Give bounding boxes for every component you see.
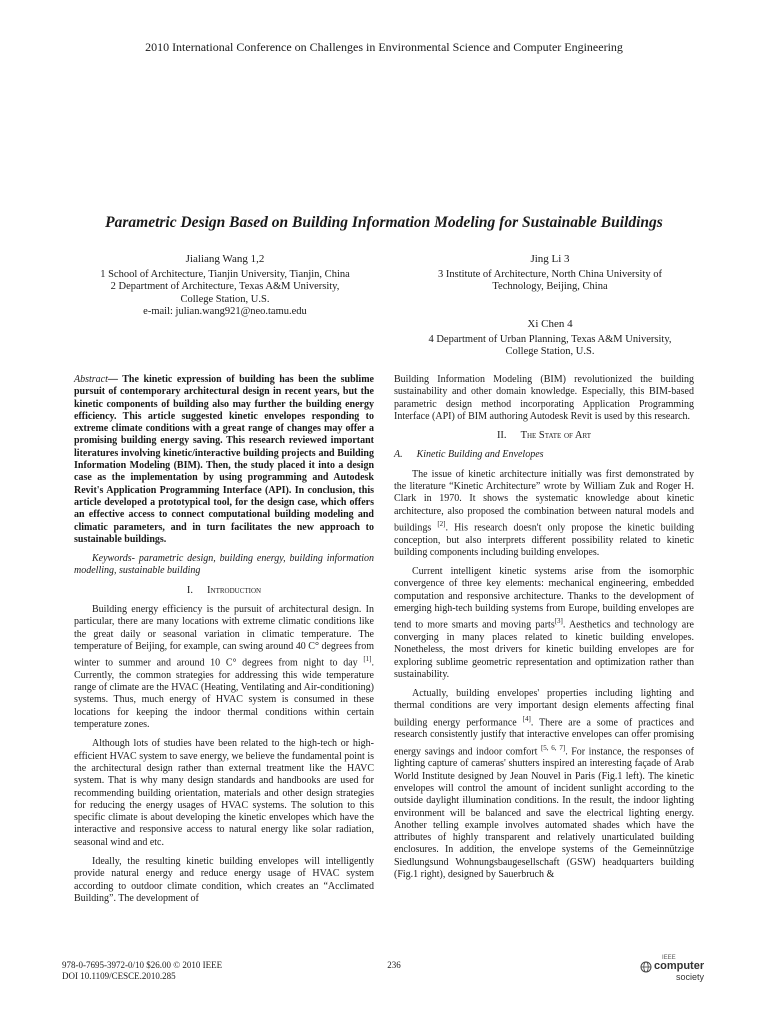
left-column — [74, 374, 374, 912]
author-block-3 — [395, 318, 705, 359]
body-paragraph — [394, 566, 694, 681]
affiliation-line: 2 Department of Architecture, Texas A&M University, — [110, 281, 340, 292]
affiliation-line: College Station, U.S. — [180, 293, 270, 305]
isbn-line: 978-0-7695-3972-0/10 $26.00 © 2010 IEEE — [62, 960, 223, 970]
section-number: I. — [186, 584, 194, 596]
body-paragraph — [74, 604, 374, 731]
citation: [1] — [363, 655, 372, 664]
abstract — [74, 374, 374, 546]
author-name: Xi Chen 4 — [527, 318, 573, 330]
keywords: Keywords- parametric design, building energy, building information modelling, sustainable building — [74, 553, 374, 577]
text-run: The issue of kinetic architecture initially was first demonstrated by the literature “Kinetic Architecture” wrote by William Zuk and Roger H. Clark in 1970. It shows the systematic knowledge about kinetic architecture, also proposed the combination between natural models and buildings — [394, 468, 694, 534]
logo-computer-text: computer — [654, 960, 705, 972]
section-heading-state-of-art — [394, 430, 694, 442]
section-heading-introduction — [74, 585, 374, 597]
affiliation-line: Technology, Beijing, China — [492, 281, 608, 292]
subsection-number: A. — [394, 449, 403, 461]
body-paragraph: Ideally, the resulting kinetic building envelopes will intelligently provide natural energy and reduce energy usage of HVAC system according to outdoor climate condition, which creates an “Acclimated Building”. The development of — [74, 856, 374, 904]
text-run: Building energy efficiency is the pursuit of architectural design. In particular, there are many locations with extreme climatic conditions like the great daily or seasonal variation in climatic temperature. The temperature of Beijing, for example, can swing around 40 C° degrees from winter to summer and around 10 C° degrees from night to day — [74, 604, 374, 669]
body-paragraph — [394, 688, 694, 881]
logo-society-text: society — [676, 972, 705, 982]
text-run: . For instance, the responses of lighting capture of cameras' shutters inspired an interesting façade of Arab World Institute designed by Jean Nouvel in Paris (Fig.1 left). The kinetic envelopes will control the amount of incident sunlight according to the outside daylight illumination conditions. In the result, the indoor lighting environment will be balanced and save the electrical lighting energy. Another telling example involves automated shades which have the attributes of highly transparent and relatively unarticulated building enclosures. In addition, the envelope systems of the Gemeinnützige Siedlungsund Wohnungsbaugesellschaft (GSW) headquarters building (Fig.1 right), designed by Sauerbruch & — [394, 746, 694, 880]
subsection-heading — [394, 449, 694, 461]
author-block-2 — [395, 253, 705, 294]
citation: [3] — [554, 617, 563, 626]
author-block-1 — [60, 253, 390, 319]
doi-line: DOI 10.1109/CESCE.2010.285 — [62, 971, 176, 981]
author-name: Jing Li 3 — [530, 253, 570, 265]
affiliation-line: College Station, U.S. — [505, 346, 595, 357]
citation: [5, 6, 7] — [540, 743, 566, 752]
citation: [2] — [437, 519, 446, 528]
text-run: Current intelligent kinetic systems arise from the isomorphic convergence of three key elements: mechanical engineering, embedded computation and responsive architecture. Thanks to the development of emerging high-tech building systems from Europe, building envelopes are tend to more smarts and moving parts — [394, 566, 694, 631]
author-email: e-mail: julian.wang921@neo.tamu.edu — [143, 306, 307, 317]
section-number: II. — [496, 430, 507, 442]
abstract-text: The kinetic expression of building has been the sublime pursuit of contemporary architectural design in recent years, but the kinetic components of building also may further the building energy efficiency. This article suggested kinetic envelopes responding to extreme climate conditions with a great range of changes may offer a promising building energy saving. This research reviewed important literatures involving kinetic/interactive building projects and Building Information Modeling (BIM). Then, the study placed it into a design case as the implementation by using programming and Autodesk Revit's Application Programming Interface (API). In conclusion, this article developed a prototypical tool, for the design case, which offers an effective access to connect computational building modeling and climatic parameters, and in turn facilitates the new approach to sustainable buildings. — [74, 374, 374, 545]
affiliation-line: 3 Institute of Architecture, North China University of — [438, 268, 662, 280]
ieee-computer-society-logo — [640, 955, 720, 985]
text-run: Actually, building envelopes' properties including lighting and thermal conditions are very important design elements affecting final building energy performance — [394, 688, 694, 729]
body-paragraph: Building Information Modeling (BIM) revolutionized the building sustainability and other domain knowledge. Especially, this BIM-based parametric design method incorporating Application Programming Interface (API) of BIM authoring Autodesk Revit is used by this research. — [394, 374, 694, 422]
citation: [4] — [522, 714, 531, 723]
affiliation-line: 1 School of Architecture, Tianjin University, Tianjin, China — [100, 268, 350, 280]
author-name: Jialiang Wang 1,2 — [185, 253, 265, 265]
paper-title: Parametric Design Based on Building Information Modeling for Sustainable Buildings — [105, 214, 663, 231]
text-run: . There are a some of practices and research consistently justify that interactive envelopes can offer promising energy savings and indoor comfort — [394, 717, 694, 758]
text-run: . Aesthetics and technology are converging in many places related to kinetic building envelopes. Nonetheless, the most drivers for kinetic building envelopes are for exploring sublime geometric representation and optimization rather than sustainability. — [394, 619, 694, 680]
section-title: The State of Art — [520, 430, 592, 442]
conference-header: 2010 International Conference on Challenges in Environmental Science and Computer Engineering — [145, 40, 623, 54]
right-column — [394, 374, 694, 888]
body-paragraph — [394, 469, 694, 559]
abstract-dash: — — [107, 374, 123, 385]
body-paragraph: Although lots of studies have been related to the high-tech or high-efficient HVAC system to save energy, we believe the fundamental point is the architectural design rather than external treatment like the HAVC system. That is why many design standards and handbooks are used for recommending building orientation, materials and other design strategies for reducing the energy usages of HVAC systems. The solution to this specific climate is about developing the kinetic envelopes which have the interactive and responsive access to natural energy like solar radiation, seasonal wind and etc. — [74, 738, 374, 848]
affiliation-line: 4 Department of Urban Planning, Texas A&M University, — [428, 333, 672, 345]
page-number: 236 — [387, 960, 401, 970]
text-run: . Currently, the common strategies for addressing this wide temperature range of climate are the HVAC (Heating, Ventilating and Air-conditioning) systems. Thus, much energy of HVAC system is consumed in these locations for keeping the indoor thermal conditions within certain temperature zones. — [74, 657, 374, 731]
globe-icon — [640, 961, 652, 973]
text-run: . His research doesn't only propose the kinetic building conception, but also interprets different possibility related to kinetic building components including building envelopes. — [394, 522, 695, 558]
subsection-title: Kinetic Building and Envelopes — [416, 449, 544, 461]
abstract-label: Abstract — [74, 374, 108, 385]
logo-ieee-text: IEEE — [662, 955, 676, 961]
section-title: Introduction — [207, 584, 262, 596]
footer-left — [62, 960, 222, 982]
